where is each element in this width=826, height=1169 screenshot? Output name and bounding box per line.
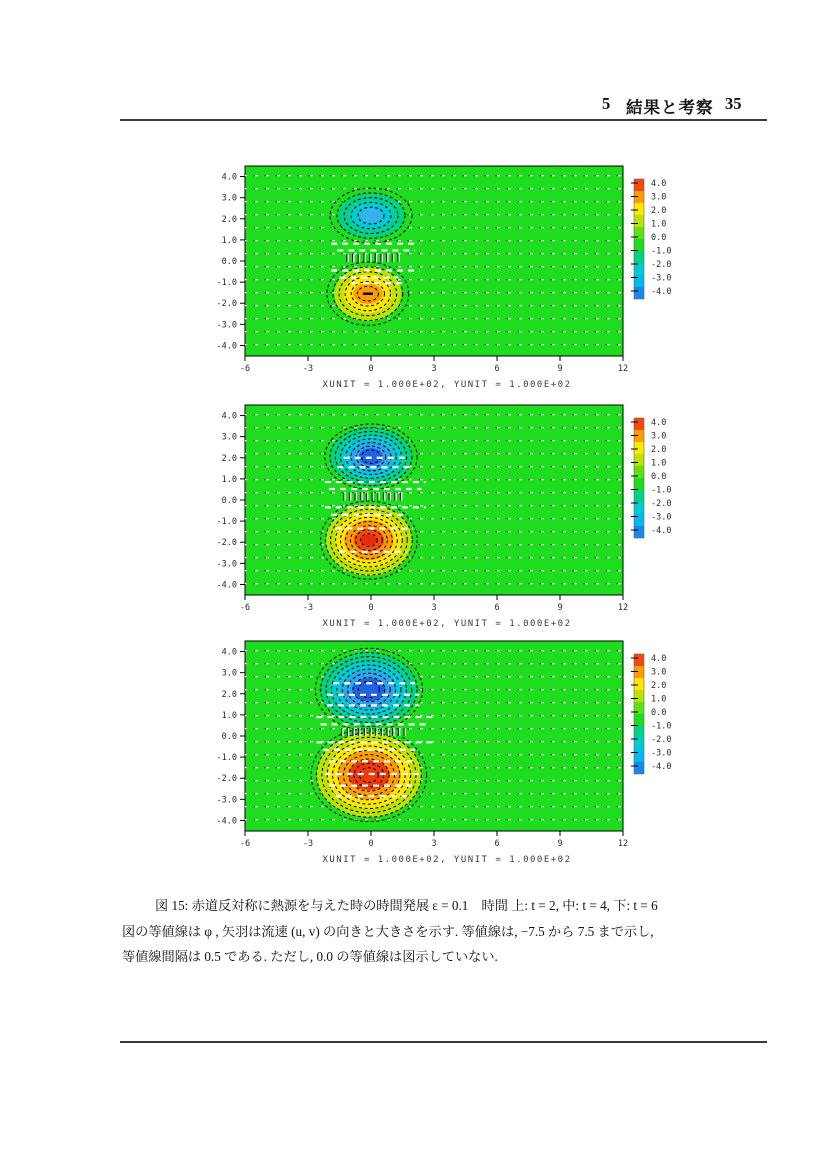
svg-text:1.0: 1.0 <box>651 694 667 705</box>
svg-text:-6: -6 <box>239 839 251 849</box>
unit-caption: XUNIT = 1.000E+02, YUNIT = 1.000E+02 <box>322 619 572 629</box>
unit-caption: XUNIT = 1.000E+02, YUNIT = 1.000E+02 <box>322 380 572 390</box>
svg-text:-3.0: -3.0 <box>651 512 672 523</box>
svg-text:3.0: 3.0 <box>221 193 237 204</box>
footer-rule <box>120 1041 767 1043</box>
svg-text:4.0: 4.0 <box>651 418 667 428</box>
svg-text:3.0: 3.0 <box>651 192 667 203</box>
contour-vector-plot-t2 <box>195 156 715 396</box>
svg-text:3.0: 3.0 <box>221 432 237 443</box>
svg-text:0.0: 0.0 <box>221 257 237 267</box>
svg-text:-4.0: -4.0 <box>216 341 237 352</box>
caption-line-3: 等値線間隔は 0.5 である. ただし, 0.0 の等値線は図示していない. <box>122 949 498 964</box>
svg-text:4.0: 4.0 <box>221 172 237 183</box>
svg-text:-4.0: -4.0 <box>216 580 237 591</box>
svg-text:3.0: 3.0 <box>221 668 237 679</box>
svg-text:1.0: 1.0 <box>221 710 237 721</box>
svg-text:2.0: 2.0 <box>651 681 667 691</box>
caption-line-2: 図の等値線は φ , 矢羽は流速 (u, v) の向きと大きさを示す. 等値線は, −7.5 から 7.5 まで示し, <box>122 923 654 939</box>
section-number: 5 <box>602 94 611 113</box>
svg-text:12: 12 <box>617 603 629 613</box>
svg-text:4.0: 4.0 <box>651 179 667 189</box>
figure-panel-middle <box>195 395 715 635</box>
svg-text:-2.0: -2.0 <box>651 499 672 509</box>
svg-text:6: 6 <box>494 839 500 849</box>
svg-text:0: 0 <box>368 603 374 613</box>
svg-text:3: 3 <box>431 839 437 849</box>
running-head <box>120 94 767 118</box>
svg-text:-2.0: -2.0 <box>216 299 237 310</box>
svg-text:2.0: 2.0 <box>221 689 237 700</box>
svg-text:-1.0: -1.0 <box>651 246 672 257</box>
svg-text:9: 9 <box>557 839 563 849</box>
svg-text:9: 9 <box>557 603 563 613</box>
svg-text:0: 0 <box>368 364 374 374</box>
svg-text:4.0: 4.0 <box>221 411 237 422</box>
svg-text:0.0: 0.0 <box>221 496 237 506</box>
svg-text:6: 6 <box>494 364 500 374</box>
svg-text:-3.0: -3.0 <box>216 320 237 331</box>
figure-panel-bottom <box>195 631 715 871</box>
svg-text:0.0: 0.0 <box>651 472 667 482</box>
svg-text:4.0: 4.0 <box>651 654 667 664</box>
svg-text:-1.0: -1.0 <box>651 485 672 496</box>
svg-text:6: 6 <box>494 603 500 613</box>
svg-text:3: 3 <box>431 603 437 613</box>
caption-line-1: 図 15: 赤道反対称に熱源を与えた時の時間発展 ε = 0.1 時間 上: t = 2, 中: t = 4, 下: t = 6 <box>155 898 658 913</box>
unit-caption: XUNIT = 1.000E+02, YUNIT = 1.000E+02 <box>322 855 572 865</box>
contour-vector-plot-t4 <box>195 395 715 635</box>
svg-text:-4.0: -4.0 <box>216 816 237 827</box>
svg-text:12: 12 <box>617 364 629 374</box>
svg-text:1.0: 1.0 <box>651 219 667 230</box>
figure-caption <box>122 893 754 970</box>
svg-text:-3: -3 <box>302 364 314 374</box>
svg-text:2.0: 2.0 <box>651 445 667 455</box>
svg-text:1.0: 1.0 <box>221 235 237 246</box>
svg-text:12: 12 <box>617 839 629 849</box>
svg-text:-4.0: -4.0 <box>651 287 672 297</box>
svg-text:-6: -6 <box>239 603 251 613</box>
svg-text:0: 0 <box>368 839 374 849</box>
svg-text:-1.0: -1.0 <box>216 517 237 528</box>
contour-vector-plot-t6 <box>195 631 715 871</box>
svg-text:-3: -3 <box>302 603 314 613</box>
svg-text:-2.0: -2.0 <box>651 735 672 745</box>
svg-text:1.0: 1.0 <box>221 474 237 485</box>
header-rule <box>120 119 767 121</box>
svg-text:4.0: 4.0 <box>221 647 237 658</box>
svg-text:-2.0: -2.0 <box>216 538 237 549</box>
svg-text:3.0: 3.0 <box>651 431 667 442</box>
section-title: 結果と考察 <box>626 99 714 117</box>
svg-text:-6: -6 <box>239 364 251 374</box>
svg-text:1.0: 1.0 <box>651 458 667 469</box>
svg-text:2.0: 2.0 <box>221 453 237 464</box>
page-number: 35 <box>725 94 742 113</box>
svg-text:-3.0: -3.0 <box>651 273 672 284</box>
svg-text:2.0: 2.0 <box>651 206 667 216</box>
svg-text:-2.0: -2.0 <box>651 260 672 270</box>
svg-text:0.0: 0.0 <box>221 732 237 742</box>
svg-text:3: 3 <box>431 364 437 374</box>
svg-text:9: 9 <box>557 364 563 374</box>
svg-text:-1.0: -1.0 <box>216 278 237 289</box>
figure-panel-top <box>195 156 715 396</box>
svg-text:-3.0: -3.0 <box>216 559 237 570</box>
svg-text:-1.0: -1.0 <box>216 753 237 764</box>
svg-text:0.0: 0.0 <box>651 708 667 718</box>
svg-text:2.0: 2.0 <box>221 214 237 225</box>
svg-text:-2.0: -2.0 <box>216 774 237 785</box>
svg-text:-3: -3 <box>302 839 314 849</box>
svg-text:-3.0: -3.0 <box>216 795 237 806</box>
svg-text:-4.0: -4.0 <box>651 762 672 772</box>
svg-text:-3.0: -3.0 <box>651 748 672 759</box>
svg-text:3.0: 3.0 <box>651 667 667 678</box>
svg-text:-1.0: -1.0 <box>651 721 672 732</box>
svg-text:-4.0: -4.0 <box>651 526 672 536</box>
svg-text:0.0: 0.0 <box>651 233 667 243</box>
